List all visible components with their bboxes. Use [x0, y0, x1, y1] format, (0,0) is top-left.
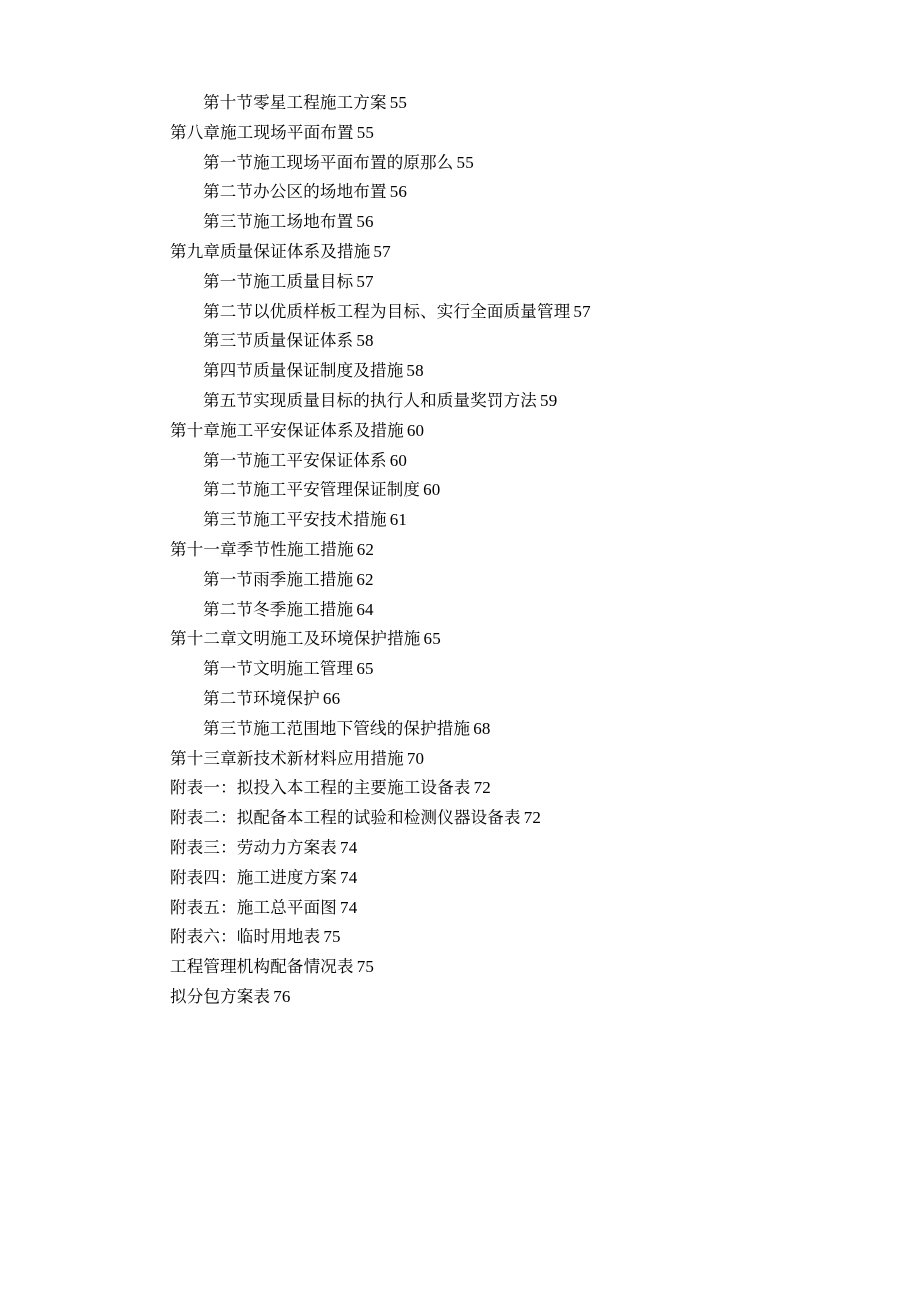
toc-entry-title: 工程管理机构配备情况表 — [170, 957, 354, 977]
toc-entry-page-number: 60 — [423, 480, 441, 500]
toc-section-entry[interactable] — [170, 475, 870, 505]
toc-entry-page-number: 60 — [406, 420, 425, 440]
toc-entry-page-number: 68 — [473, 718, 491, 738]
toc-entry-page-number: 62 — [356, 539, 375, 559]
toc-chapter-entry[interactable] — [170, 863, 870, 893]
toc-entry-title: 第一节雨季施工措施 — [203, 569, 354, 589]
toc-chapter-entry[interactable] — [170, 952, 870, 982]
toc-entry-title: 第十节零星工程施工方案 — [203, 93, 387, 112]
toc-entry-page-number: 66 — [322, 688, 341, 708]
toc-entry-title: 第五节实现质量目标的执行人和质量奖罚方法 — [203, 390, 537, 410]
toc-section-entry[interactable] — [170, 714, 870, 744]
toc-entry-page-number: 56 — [356, 212, 374, 232]
toc-chapter-entry[interactable] — [170, 773, 870, 803]
toc-section-entry[interactable] — [170, 386, 870, 416]
toc-entry-title: 附表四：施工进度方案 — [170, 867, 337, 887]
toc-entry-page-number: 62 — [356, 569, 374, 589]
toc-chapter-entry[interactable] — [170, 833, 870, 863]
toc-section-entry[interactable] — [170, 565, 870, 595]
toc-chapter-entry[interactable] — [170, 982, 870, 1012]
toc-entry-title: 第二节办公区的场地布置 — [203, 182, 387, 202]
toc-entry-page-number: 55 — [356, 122, 375, 142]
toc-entry-title: 第二节以优质样板工程为目标、实行全面质量管理 — [203, 301, 571, 321]
toc-section-entry[interactable] — [170, 207, 870, 237]
toc-entry-page-number: 55 — [389, 93, 408, 112]
toc-chapter-entry[interactable] — [170, 118, 870, 148]
toc-chapter-entry[interactable] — [170, 624, 870, 654]
toc-entry-page-number: 60 — [389, 450, 408, 470]
toc-section-entry[interactable] — [170, 267, 870, 297]
toc-section-entry[interactable] — [170, 177, 870, 207]
toc-section-entry[interactable] — [170, 88, 870, 118]
toc-section-entry[interactable] — [170, 684, 870, 714]
toc-entry-title: 第十二章文明施工及环境保护措施 — [170, 629, 421, 649]
toc-entry-page-number: 61 — [389, 510, 408, 530]
toc-entry-page-number: 59 — [540, 390, 558, 410]
toc-entry-page-number: 75 — [323, 927, 341, 947]
toc-entry-title: 第三节质量保证体系 — [203, 331, 354, 351]
toc-entry-page-number: 65 — [423, 629, 441, 649]
table-of-contents — [170, 88, 870, 1012]
toc-entry-title: 第二节施工平安管理保证制度 — [203, 480, 421, 500]
toc-entry-page-number: 70 — [406, 748, 425, 768]
toc-entry-page-number: 57 — [356, 271, 374, 291]
toc-section-entry[interactable] — [170, 505, 870, 535]
toc-entry-title: 第十章施工平安保证体系及措施 — [170, 420, 404, 440]
toc-entry-title: 第一节施工质量目标 — [203, 271, 354, 291]
toc-entry-page-number: 64 — [356, 599, 374, 619]
toc-entry-title: 第一节施工现场平面布置的原那么 — [203, 152, 454, 172]
toc-section-entry[interactable] — [170, 356, 870, 386]
toc-entry-title: 附表二：拟配备本工程的试验和检测仪器设备表 — [170, 808, 521, 828]
toc-entry-page-number: 72 — [473, 778, 492, 798]
toc-chapter-entry[interactable] — [170, 803, 870, 833]
toc-entry-page-number: 74 — [340, 897, 358, 917]
toc-entry-page-number: 58 — [356, 331, 374, 351]
toc-section-entry[interactable] — [170, 326, 870, 356]
toc-entry-page-number: 72 — [523, 808, 542, 828]
toc-section-entry[interactable] — [170, 595, 870, 625]
toc-chapter-entry[interactable] — [170, 893, 870, 923]
toc-entry-title: 附表一：拟投入本工程的主要施工设备表 — [170, 778, 471, 798]
toc-entry-page-number: 57 — [573, 301, 591, 321]
toc-section-entry[interactable] — [170, 148, 870, 178]
toc-entry-page-number: 56 — [389, 182, 408, 202]
toc-entry-page-number: 75 — [356, 957, 375, 977]
toc-entry-page-number: 58 — [406, 361, 424, 381]
toc-entry-title: 拟分包方案表 — [170, 986, 271, 1006]
toc-chapter-entry[interactable] — [170, 416, 870, 446]
toc-entry-page-number: 55 — [456, 152, 474, 172]
toc-chapter-entry[interactable] — [170, 922, 870, 952]
toc-entry-title: 第一节施工平安保证体系 — [203, 450, 387, 470]
toc-entry-page-number: 76 — [273, 986, 291, 1006]
toc-section-entry[interactable] — [170, 654, 870, 684]
toc-entry-title: 第十三章新技术新材料应用措施 — [170, 748, 404, 768]
toc-entry-title: 第三节施工范围地下管线的保护措施 — [203, 718, 471, 738]
toc-section-entry[interactable] — [170, 446, 870, 476]
toc-entry-page-number: 57 — [373, 241, 391, 261]
toc-entry-title: 第一节文明施工管理 — [203, 659, 354, 679]
toc-chapter-entry[interactable] — [170, 744, 870, 774]
toc-entry-title: 第八章施工现场平面布置 — [170, 122, 354, 142]
toc-entry-title: 附表五：施工总平面图 — [170, 897, 337, 917]
toc-entry-title: 第三节施工平安技术措施 — [203, 510, 387, 530]
toc-entry-title: 第三节施工场地布置 — [203, 212, 354, 232]
toc-entry-title: 附表三：劳动力方案表 — [170, 837, 337, 857]
toc-entry-title: 第十一章季节性施工措施 — [170, 539, 354, 559]
toc-entry-title: 第四节质量保证制度及措施 — [203, 361, 404, 381]
toc-entry-page-number: 74 — [340, 867, 358, 887]
toc-entry-title: 附表六：临时用地表 — [170, 927, 321, 947]
toc-entry-title: 第二节环境保护 — [203, 688, 320, 708]
toc-entry-page-number: 74 — [340, 837, 358, 857]
toc-entry-title: 第二节冬季施工措施 — [203, 599, 354, 619]
toc-entry-page-number: 65 — [356, 659, 374, 679]
toc-section-entry[interactable] — [170, 297, 870, 327]
toc-chapter-entry[interactable] — [170, 237, 870, 267]
toc-entry-title: 第九章质量保证体系及措施 — [170, 241, 371, 261]
toc-chapter-entry[interactable] — [170, 535, 870, 565]
